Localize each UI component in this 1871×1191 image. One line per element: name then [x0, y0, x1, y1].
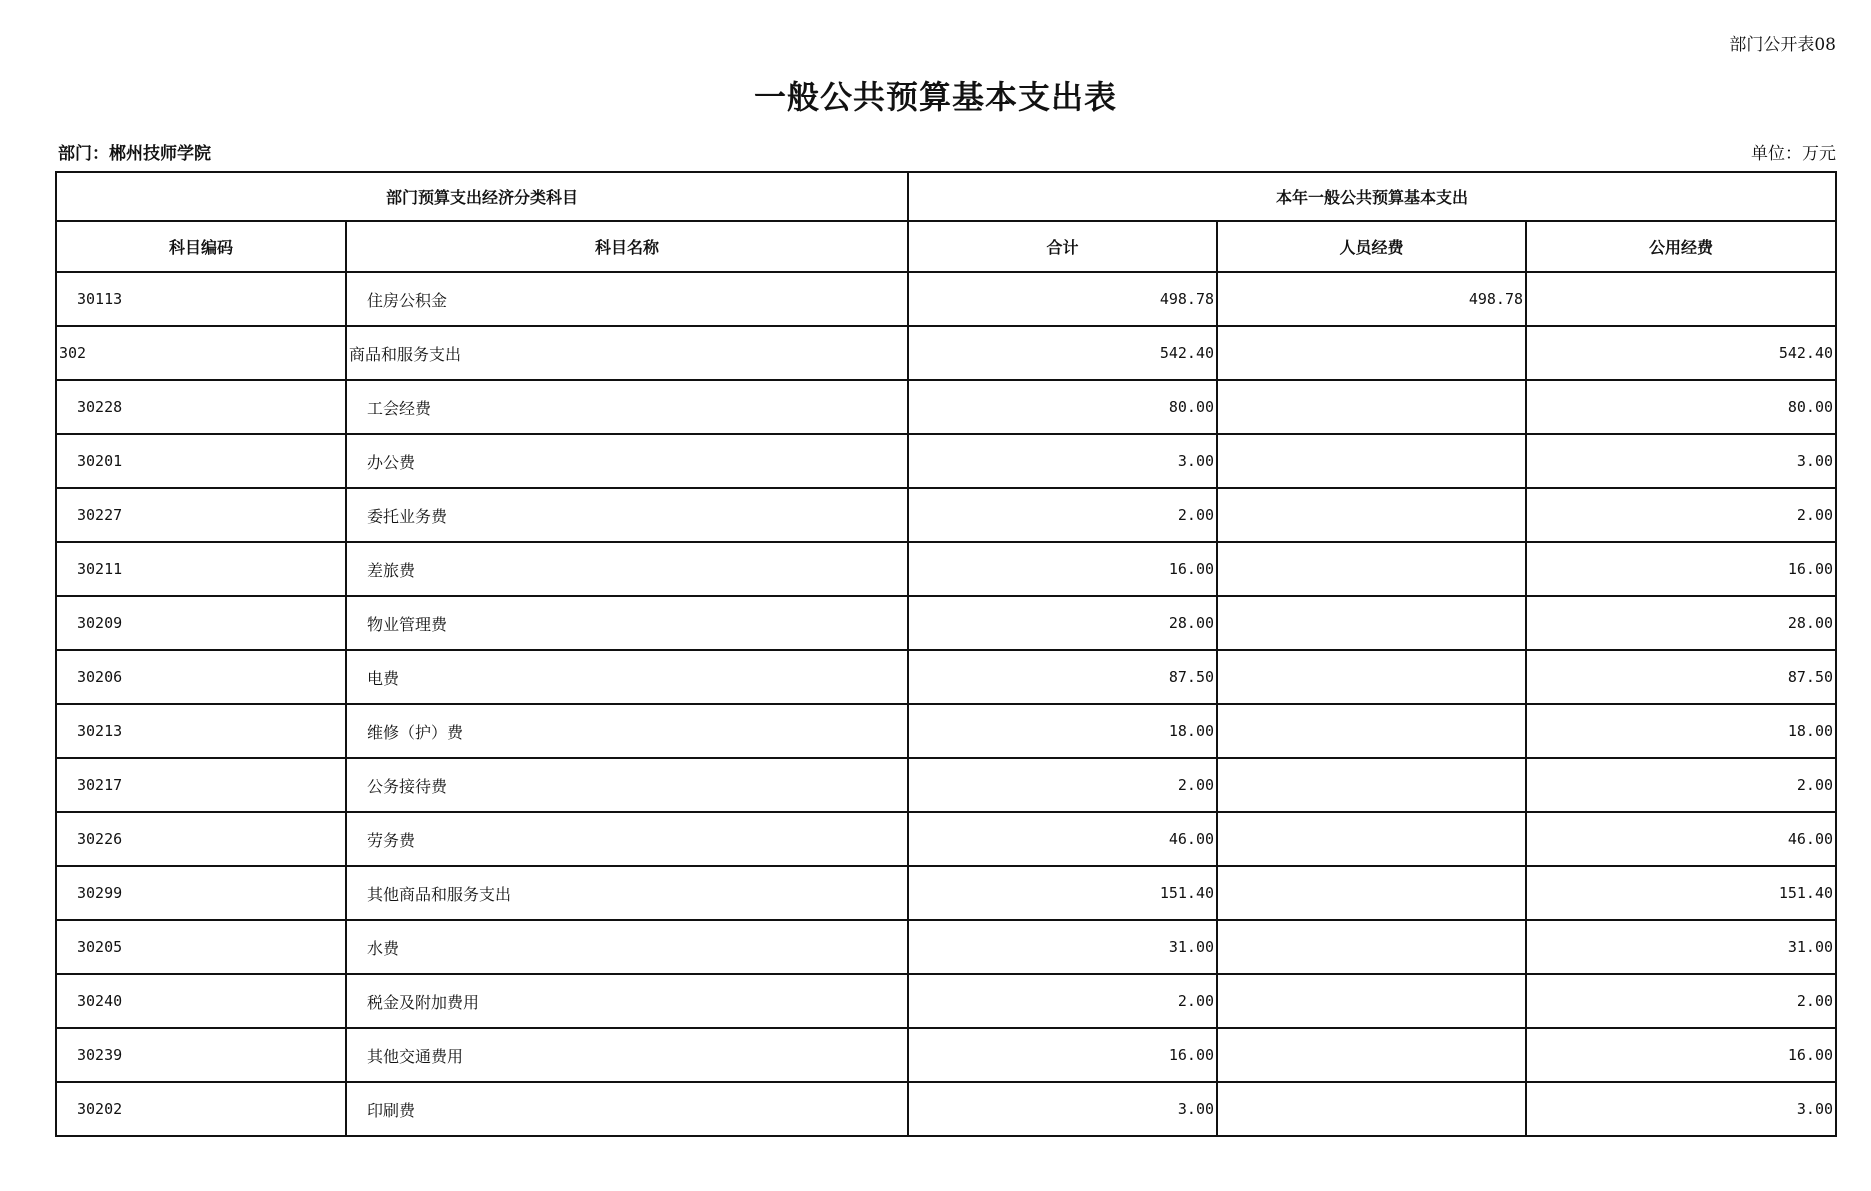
budget-table [55, 171, 1837, 1137]
cell-total: 3.00 [908, 434, 1217, 488]
cell-public: 3.00 [1526, 1082, 1836, 1136]
cell-personnel [1217, 380, 1526, 434]
cell-name: 委托业务费 [346, 488, 908, 542]
cell-code: 30239 [56, 1028, 346, 1082]
group-header-expenditure: 本年一般公共预算基本支出 [908, 172, 1836, 221]
cell-public: 16.00 [1526, 1028, 1836, 1082]
form-number: 部门公开表08 [1729, 35, 1836, 55]
cell-code: 30227 [56, 488, 346, 542]
group-header-row [56, 172, 1836, 221]
table-row [56, 704, 1836, 758]
table-row [56, 1082, 1836, 1136]
cell-total: 16.00 [908, 1028, 1217, 1082]
cell-name: 其他商品和服务支出 [346, 866, 908, 920]
cell-personnel [1217, 758, 1526, 812]
cell-name: 物业管理费 [346, 596, 908, 650]
cell-name: 工会经费 [346, 380, 908, 434]
cell-personnel [1217, 542, 1526, 596]
cell-personnel [1217, 1082, 1526, 1136]
cell-total: 542.40 [908, 326, 1217, 380]
cell-public: 31.00 [1526, 920, 1836, 974]
cell-personnel [1217, 866, 1526, 920]
cell-public: 28.00 [1526, 596, 1836, 650]
cell-code: 30240 [56, 974, 346, 1028]
cell-name: 其他交通费用 [346, 1028, 908, 1082]
page-title: 一般公共预算基本支出表 [753, 78, 1117, 116]
table-row [56, 326, 1836, 380]
cell-code: 30206 [56, 650, 346, 704]
table-row [56, 866, 1836, 920]
cell-public: 46.00 [1526, 812, 1836, 866]
cell-total: 3.00 [908, 1082, 1217, 1136]
cell-personnel [1217, 920, 1526, 974]
cell-total: 31.00 [908, 920, 1217, 974]
cell-personnel: 498.78 [1217, 272, 1526, 326]
cell-code: 30211 [56, 542, 346, 596]
table-row [56, 1028, 1836, 1082]
table-row [56, 488, 1836, 542]
cell-name: 公务接待费 [346, 758, 908, 812]
department-label: 部门：郴州技师学院 [58, 144, 211, 164]
cell-personnel [1217, 704, 1526, 758]
unit-label: 单位：万元 [1751, 144, 1836, 164]
cell-name: 劳务费 [346, 812, 908, 866]
cell-public: 16.00 [1526, 542, 1836, 596]
cell-name: 水费 [346, 920, 908, 974]
cell-personnel [1217, 1028, 1526, 1082]
cell-code: 30213 [56, 704, 346, 758]
cell-total: 28.00 [908, 596, 1217, 650]
cell-personnel [1217, 488, 1526, 542]
cell-total: 2.00 [908, 974, 1217, 1028]
cell-code: 30113 [56, 272, 346, 326]
cell-name: 住房公积金 [346, 272, 908, 326]
cell-total: 498.78 [908, 272, 1217, 326]
cell-name: 商品和服务支出 [346, 326, 908, 380]
cell-total: 151.40 [908, 866, 1217, 920]
cell-name: 印刷费 [346, 1082, 908, 1136]
cell-total: 87.50 [908, 650, 1217, 704]
cell-public: 87.50 [1526, 650, 1836, 704]
column-header-code: 科目编码 [56, 221, 346, 272]
cell-public: 18.00 [1526, 704, 1836, 758]
table-row [56, 542, 1836, 596]
cell-code: 30299 [56, 866, 346, 920]
cell-personnel [1217, 596, 1526, 650]
cell-code: 30228 [56, 380, 346, 434]
cell-name: 办公费 [346, 434, 908, 488]
table-row [56, 812, 1836, 866]
cell-public: 3.00 [1526, 434, 1836, 488]
cell-total: 2.00 [908, 758, 1217, 812]
cell-public: 2.00 [1526, 488, 1836, 542]
table-row [56, 596, 1836, 650]
cell-total: 18.00 [908, 704, 1217, 758]
cell-name: 维修（护）费 [346, 704, 908, 758]
cell-public: 2.00 [1526, 758, 1836, 812]
cell-code: 302 [56, 326, 346, 380]
cell-public: 80.00 [1526, 380, 1836, 434]
group-header-classification: 部门预算支出经济分类科目 [56, 172, 908, 221]
cell-public: 542.40 [1526, 326, 1836, 380]
cell-personnel [1217, 326, 1526, 380]
column-header-name: 科目名称 [346, 221, 908, 272]
table-row [56, 434, 1836, 488]
cell-code: 30226 [56, 812, 346, 866]
table-row [56, 920, 1836, 974]
table-row [56, 758, 1836, 812]
table-row [56, 272, 1836, 326]
cell-code: 30201 [56, 434, 346, 488]
cell-name: 差旅费 [346, 542, 908, 596]
table-row [56, 974, 1836, 1028]
cell-personnel [1217, 812, 1526, 866]
cell-personnel [1217, 434, 1526, 488]
table-row [56, 380, 1836, 434]
column-header-row [56, 221, 1836, 272]
table-body [56, 272, 1836, 1136]
cell-total: 80.00 [908, 380, 1217, 434]
cell-code: 30202 [56, 1082, 346, 1136]
column-header-personnel: 人员经费 [1217, 221, 1526, 272]
cell-code: 30217 [56, 758, 346, 812]
column-header-total: 合计 [908, 221, 1217, 272]
cell-total: 46.00 [908, 812, 1217, 866]
cell-personnel [1217, 974, 1526, 1028]
cell-total: 2.00 [908, 488, 1217, 542]
column-header-public: 公用经费 [1526, 221, 1836, 272]
cell-public [1526, 272, 1836, 326]
cell-personnel [1217, 650, 1526, 704]
cell-public: 151.40 [1526, 866, 1836, 920]
table-row [56, 650, 1836, 704]
cell-public: 2.00 [1526, 974, 1836, 1028]
cell-code: 30209 [56, 596, 346, 650]
cell-code: 30205 [56, 920, 346, 974]
cell-total: 16.00 [908, 542, 1217, 596]
cell-name: 税金及附加费用 [346, 974, 908, 1028]
cell-name: 电费 [346, 650, 908, 704]
